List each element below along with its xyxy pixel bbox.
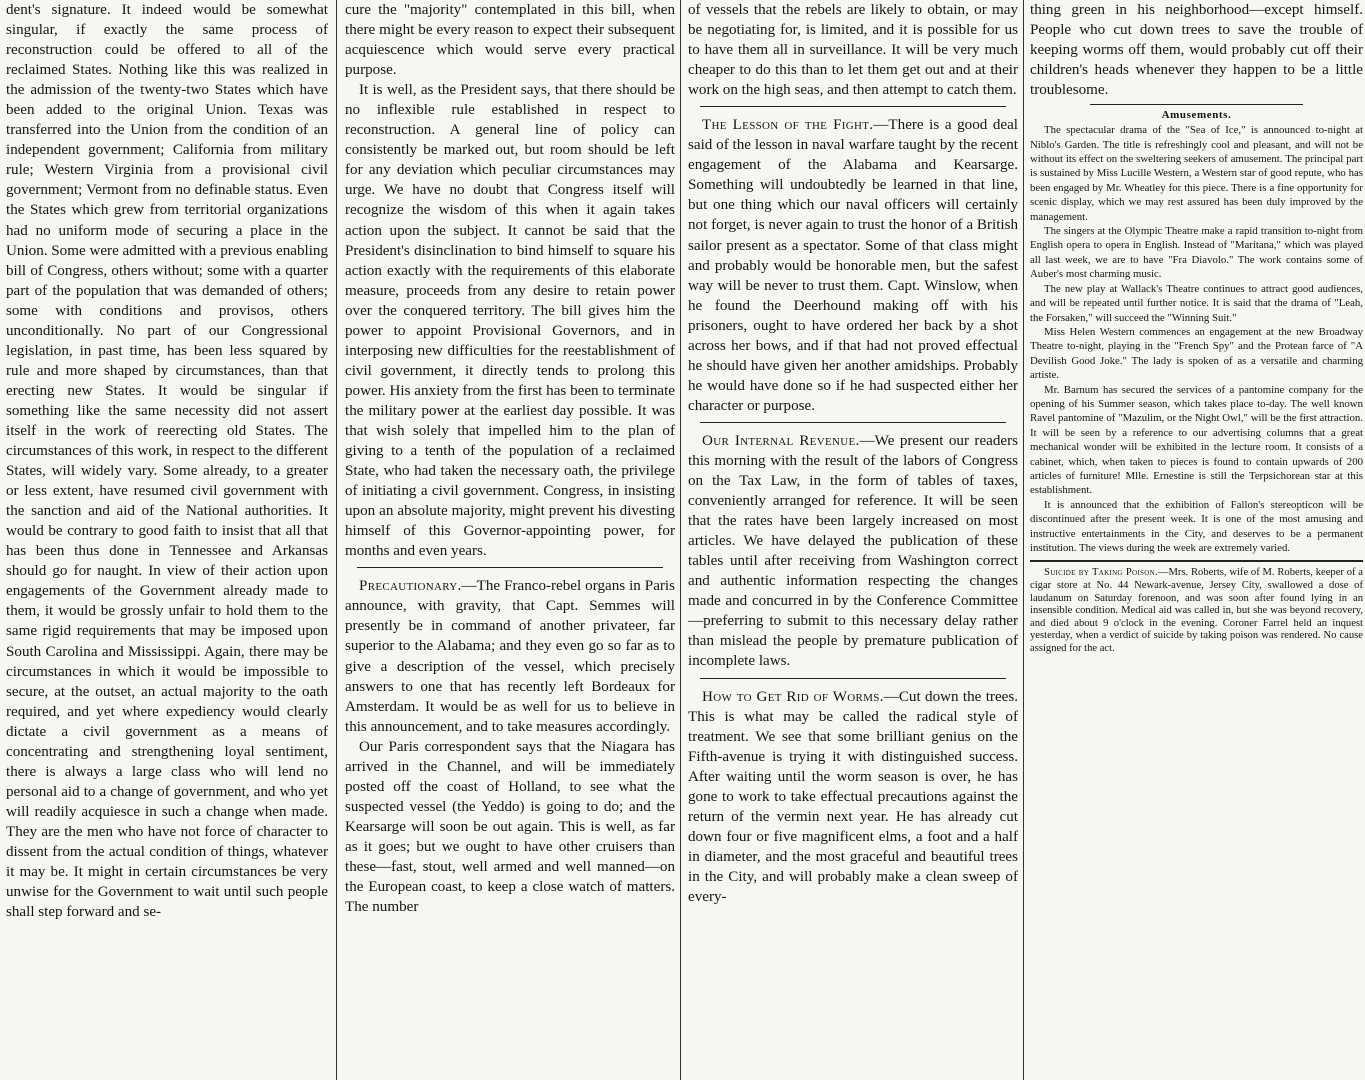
section-rule	[700, 678, 1006, 679]
article-paragraph: of vessels that the rebels are likely to obtain, or may be negotiating for, is limited, and it is possible for us to have them all in surveillance. It will be very much cheaper to do this than to let them get out and at their work on the high seas, and then attempt to catch them.	[688, 2, 1018, 99]
article-paragraph: cure the "majority" contemplated in this bill, when there might be every reason to expect their subsequent acquiescence which would serve every practical purpose.	[345, 2, 675, 79]
article-paragraph	[688, 115, 1018, 416]
article-paragraph: The singers at the Olympic Theatre make a rapid transition to-night from English opera to opera in English. Instead of "Maritana," which was played all last week, we are to have "Fra Diavolo." The work contains some of Auber's most charming music.	[1030, 225, 1363, 281]
section-rule	[700, 106, 1006, 107]
column-1	[6, 0, 328, 1080]
article-lead: The Lesson of the Fight.	[702, 117, 874, 134]
article-lead: Precautionary.	[359, 578, 462, 595]
article-paragraph: The spectacular drama of the "Sea of Ice," is announced to-night at Niblo's Garden. The title is refreshingly cool and pleasant, and will not be without its effect on the sweltering seekers of amusement. The principal part is sustained by Miss Lucille Western, a Western star of good repute, who has been engaged by Mr. Wheatley for this piece. There is a fine opportunity for scenic display, which we may rest assured has been duly improved by the management.	[1030, 124, 1363, 223]
section-rule	[1090, 104, 1303, 105]
article-paragraph	[345, 576, 675, 736]
article-paragraph: thing green in his neighborhood—except himself. People who cut down trees to save the trouble of keeping worms off them, would probably cut off their children's heads whenever they happen to be a little troublesome.	[1030, 2, 1363, 99]
article-text: —Mrs. Roberts, wife of M. Roberts, keeper of a cigar store at No. 44 Newark-avenue, Jersey City, swallowed a dose of laudanum on Saturday forenoon, and was soon after found lying in an insensible condition. Medical aid was called in, but she was beyond recovery, and died about 9 o'clock in the evening. Coroner Farrel held an inquest yesterday, when a verdict of suicide by taking poison was rendered. No cause assigned for the act.	[1030, 567, 1363, 654]
column-rule	[336, 0, 337, 1080]
column-rule	[680, 0, 681, 1080]
section-rule	[1030, 560, 1363, 562]
article-paragraph: It is well, as the President says, that there should be no inflexible rule established in respect to reconstruction. A general line of policy can consistently be marked out, but room should be left for any deviation which peculiar circumstances may urge. We have no doubt that Congress itself will recognize the wisdom of this when it again takes action upon the subject. It cannot be said that the President's disinclination to bind himself to square his action exactly with the requirements of this elaborate measure, proceeds from any desire to retain power over the conquered territory. The bill gives him the power to appoint Provisional Governors, and in interposing new difficulties for the reestablishment of civil government, it directly tends to prolong this power. His anxiety from the first has been to terminate the military power at the earliest day possible. It was that wish solely that impelled him to the plan of giving to a tenth of the population of a reclaimed State, who had taken the necessary oath, the privilege of initiating a civil government. Congress, in insisting upon an absolute majority, might prevent his divesting himself of this Governor-appointing power, for months and even years.	[345, 82, 675, 560]
column-2	[345, 0, 675, 1080]
article-text: —We present our readers this morning with the result of the labors of Congress on the Tax Law, in the form of tables of taxes, conveniently arranged for reference. It will be seen that the rates have been largely increased on most articles. We have delayed the publication of these tables until after receiving from Washington correct and authentic information respecting the changes made and concurred in by the Conference Committee—preferring to submit to this necessary delay rather than mislead the people by premature publication of incomplete laws.	[688, 432, 1018, 670]
column-4	[1030, 0, 1363, 1080]
article-lead: Suicide by Taking Poison.	[1044, 567, 1158, 579]
article-paragraph	[688, 687, 1018, 908]
column-3	[688, 0, 1018, 1080]
article-paragraph: It is announced that the exhibition of Fallon's stereopticon will be discontinued after the present week. It is one of the most amusing and instructive entertainments in the City, and deserves to be a permanent institution. The views during the week are extremely varied.	[1030, 498, 1363, 555]
section-heading: Amusements.	[1161, 109, 1232, 122]
article-paragraph: Miss Helen Western commences an engagement at the new Broadway Theatre to-night, playing in the "French Spy" and the Protean farce of "A Devilish Good Joke." The lady is spoken of as a versatile and charming artiste.	[1030, 325, 1363, 382]
section-rule	[700, 422, 1006, 423]
article-text: —There is a good deal said of the lesson in naval warfare taught by the recent engagement of the Alabama and Kearsarge. Something will undoubtedly be learned in that line, but one thing which our naval officers will certainly not forget, is never again to trust the honor of a British sailor present as a spectator. Some of that class might and probably would be honorable men, but the safest way will be never to trust them. Capt. Winslow, when he found the Deerhound making off with his prisoners, ought to have ordered her back by a shot across her bows, and if that had not proved effectual he should have given her another amidships. Probably he would have done so if he had suspected either her character or purpose.	[688, 117, 1018, 414]
article-text: —Cut down the trees. This is what may be called the radical style of treatment. We see that some brilliant genius on the Fifth-avenue is trying it with distinguished success. After waiting until the worm season is over, he has gone to work to take effectual precautions against the return of the vermin next year. He has already cut down four or five magnificent elms, a foot and a half in diameter, and the most graceful and beautiful trees in the City, and will probably make a clean sweep of every-	[688, 688, 1018, 905]
article-paragraph	[1030, 567, 1363, 655]
article-paragraph: dent's signature. It indeed would be somewhat singular, if exactly the same process of reconstruction could be offered to all of the reclaimed States. Nothing like this was realized in the admission of the twenty-two States which have been added to the original Union. Texas was transferred into the Union from the condition of an independent government; California from military rule; Western Virginia from a provisional civil government; Vermont from no definable status. Even the States which grew from territorial organizations had no uniform mode of securing a place in the Union. Some were admitted with a previous enabling bill of Congress, others without; some with a quarter part of the population that was demanded of others; some with conditions and provisos, others unconditionally. No part of our Congressional legislation, in past time, has been less squared by rule and more shaped by circumstances, than that erecting new States. It would be singular if something like the same necessity did not assert itself in the work of reerecting old States. The circumstances of this work, in respect to the different States, will widely vary. Some already, to a greater or less extent, have resumed civil government with the sanction and aid of the National authorities. It would be contrary to good faith to insist that all that has been thus done in Tennessee and Arkansas should go for naught. In view of their action upon engagements of the Government already made to them, it would be grossly unfair to hold them to the same rigid requirements that may be imposed upon South Carolina and Mississippi. Again, there may be circumstances in which it would be impossible to secure, at the outset, an actual majority to the oath required, and yet where expediency would clearly dictate a civil government as a means of concentrating and strengthening loyal sentiment, there is always a large class who will lend no personal aid to a change of government, and who yet will readily acquiesce in such a change when made. They are the men who have not force of character to dissent from the actual condition of things, whatever it may be. It might in certain circumstances be very unwise for the Government to wait until such people shall step forward and se-	[6, 2, 328, 921]
section-rule	[357, 567, 663, 568]
article-paragraph: The new play at Wallack's Theatre continues to attract good audiences, and will be repeated until further notice. It is said that the drama of "Leah, the Forsaken," will succeed the "Winning Suit."	[1030, 282, 1363, 324]
article-paragraph: Our Paris correspondent says that the Niagara has arrived in the Channel, and will be immediately posted off the coast of Holland, to see what the suspected vessel (the Yeddo) is going to do; and the Kearsarge will soon be out again. This is well, as far as it goes; but we ought to have other cruisers than these—fast, stout, well armed and well manned—on the European coast, to keep a close watch of matters. The number	[345, 738, 675, 916]
article-text: —The Franco-rebel organs in Paris announce, with gravity, that Capt. Semmes will presently be in command of another privateer, far superior to the Alabama; and they even go so far as to give a description of the vessel, which precisely answers to one that has recently left Bordeaux for Amsterdam. It would be as well for us to believe in this announcement, and to take measures accordingly.	[345, 578, 675, 735]
article-paragraph	[688, 431, 1018, 672]
column-rule	[1023, 0, 1024, 1080]
article-lead: Our Internal Revenue.	[702, 432, 860, 449]
article-lead: How to Get Rid of Worms.	[702, 688, 884, 705]
article-paragraph: Mr. Barnum has secured the services of a pantomine company for the opening of his Summer season, which takes place to-day. The well known Ravel pantomine of "Mazulim, or the Night Owl," will be the first attraction. It will be seen by a reference to our advertising columns that a great mechanical wonder will be exhibited in the lecture room. It consists of a cabinet, which, when taken to pieces is found to contain upwards of 200 articles of furniture! Mlle. Ernestine is still the Terpsichorean star at this establishment.	[1030, 383, 1363, 497]
